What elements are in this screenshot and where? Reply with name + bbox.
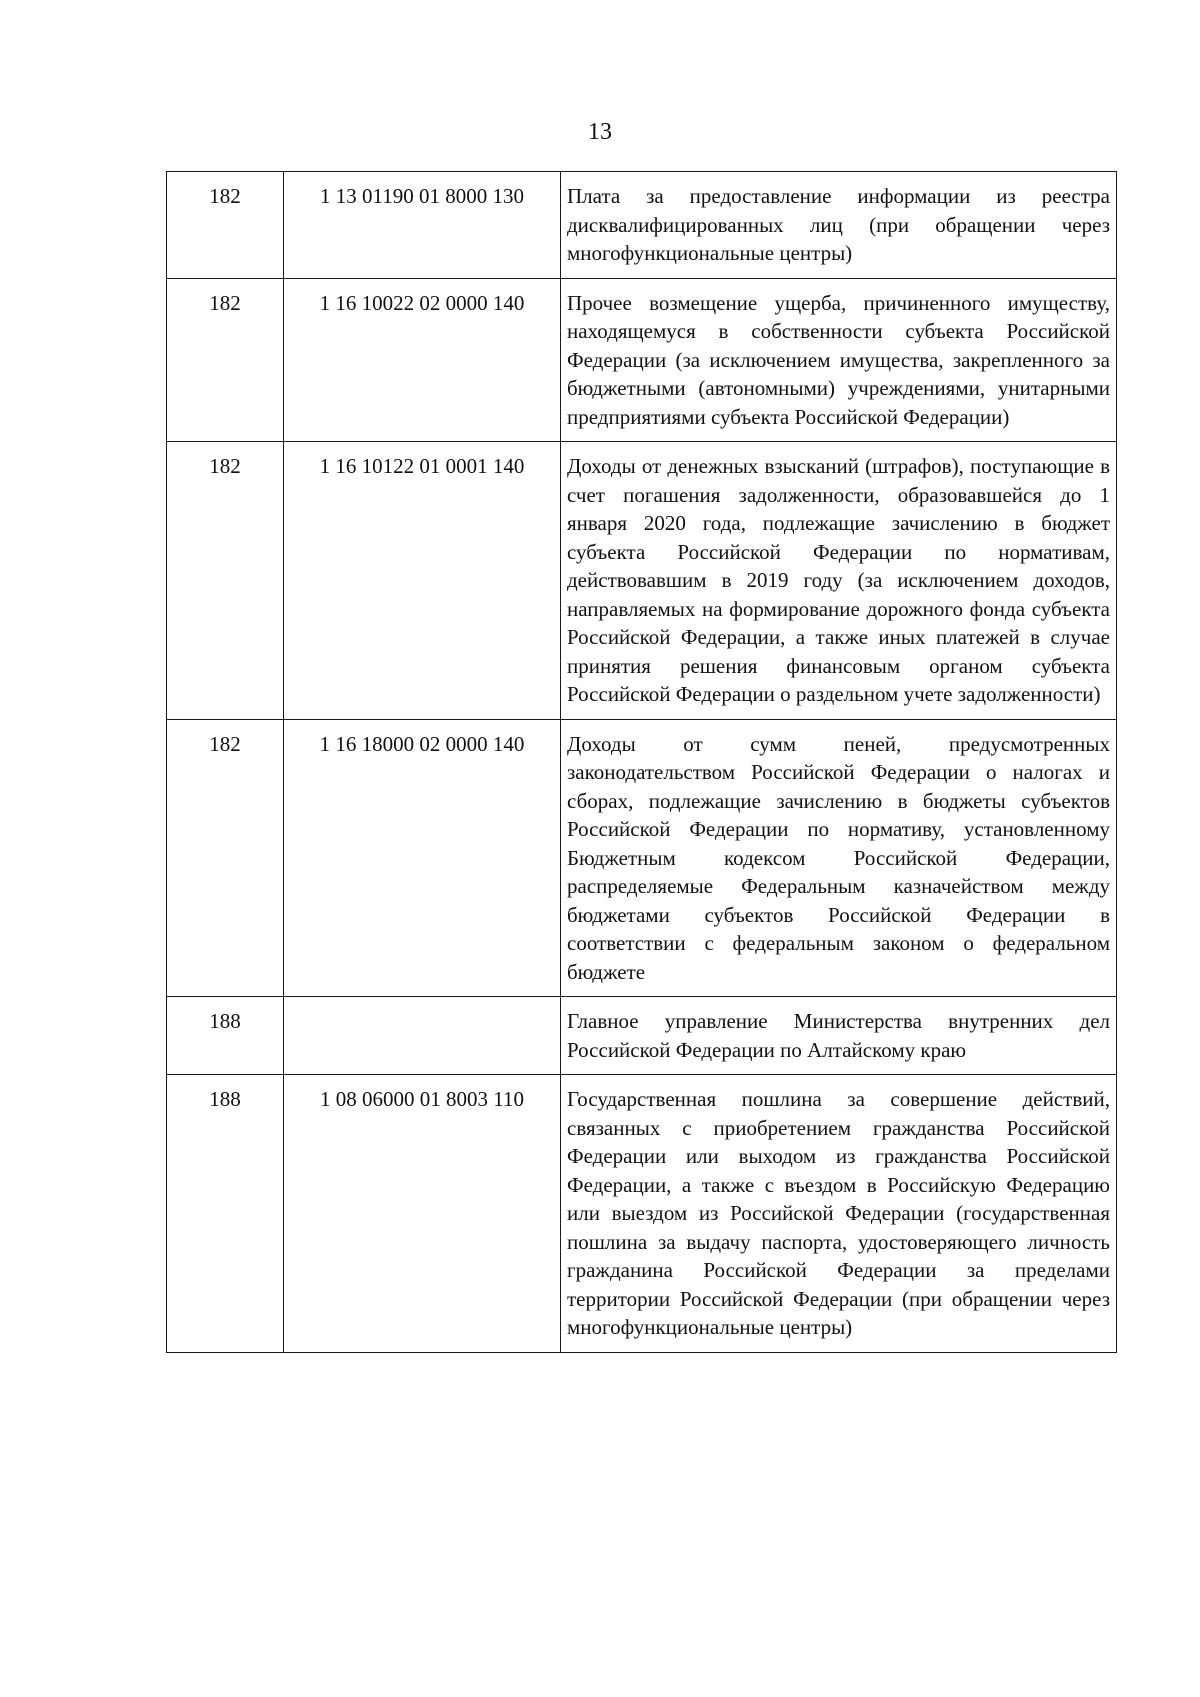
table-row: [167, 278, 1117, 442]
admin-code-cell: 182: [167, 278, 284, 442]
revenue-name-cell: Доходы от денежных взысканий (штрафов), поступающие в счет погашения задолженности, образовавшейся до 1 января 2020 года, подлежащие зачислению в бюджет субъекта Российской Федерации по нормативам, действовавшим в 2019 году (за исключением доходов, направляемых на формирование дорожного фонда субъекта Российской Федерации, а также иных платежей в случае принятия решения финансовым органом субъекта Российской Федерации о раздельном учете задолженности): [561, 442, 1117, 720]
admin-code-cell: 182: [167, 172, 284, 279]
revenue-codes-table: [166, 171, 1117, 1353]
revenue-name-cell: Плата за предоставление информации из реестра дисквалифицированных лиц (при обращении через многофункциональные центры): [561, 172, 1117, 279]
budget-code-cell: 1 13 01190 01 8000 130: [284, 172, 561, 279]
table-row: [167, 442, 1117, 720]
budget-code-cell: 1 16 10122 01 0001 140: [284, 442, 561, 720]
budget-code-cell: [284, 997, 561, 1075]
page-number: 13: [588, 119, 612, 145]
admin-code-cell: 188: [167, 997, 284, 1075]
revenue-name-cell: Государственная пошлина за совершение действий, связанных с приобретением гражданства Российской Федерации или выходом из гражданства Российской Федерации, а также с въездом в Российскую Федерацию или выездом из Российской Федерации (государственная пошлина за выдачу паспорта, удостоверяющего личность гражданина Российской Федерации за пределами территории Российской Федерации (при обращении через многофункциональные центры): [561, 1075, 1117, 1353]
revenue-name-cell: Прочее возмещение ущерба, причиненного имуществу, находящемуся в собственности субъекта Российской Федерации (за исключением имущества, закрепленного за бюджетными (автономными) учреждениями, унитарными предприятиями субъекта Российской Федерации): [561, 278, 1117, 442]
table-row: [167, 1075, 1117, 1353]
table-row: [167, 172, 1117, 279]
admin-code-cell: 182: [167, 442, 284, 720]
budget-code-cell: 1 08 06000 01 8003 110: [284, 1075, 561, 1353]
admin-code-cell: 188: [167, 1075, 284, 1353]
revenue-name-cell: Главное управление Министерства внутренних дел Российской Федерации по Алтайскому краю: [561, 997, 1117, 1075]
table-row: [167, 719, 1117, 997]
admin-code-cell: 182: [167, 719, 284, 997]
revenue-name-cell: Доходы от сумм пеней, предусмотренных законодательством Российской Федерации о налогах и сборах, подлежащие зачислению в бюджеты субъектов Российской Федерации по нормативу, установленному Бюджетным кодексом Российской Федерации, распределяемые Федеральным казначейством между бюджетами субъектов Российской Федерации в соответствии с федеральным законом о федеральном бюджете: [561, 719, 1117, 997]
budget-code-cell: 1 16 10022 02 0000 140: [284, 278, 561, 442]
budget-code-cell: 1 16 18000 02 0000 140: [284, 719, 561, 997]
table-row: [167, 997, 1117, 1075]
